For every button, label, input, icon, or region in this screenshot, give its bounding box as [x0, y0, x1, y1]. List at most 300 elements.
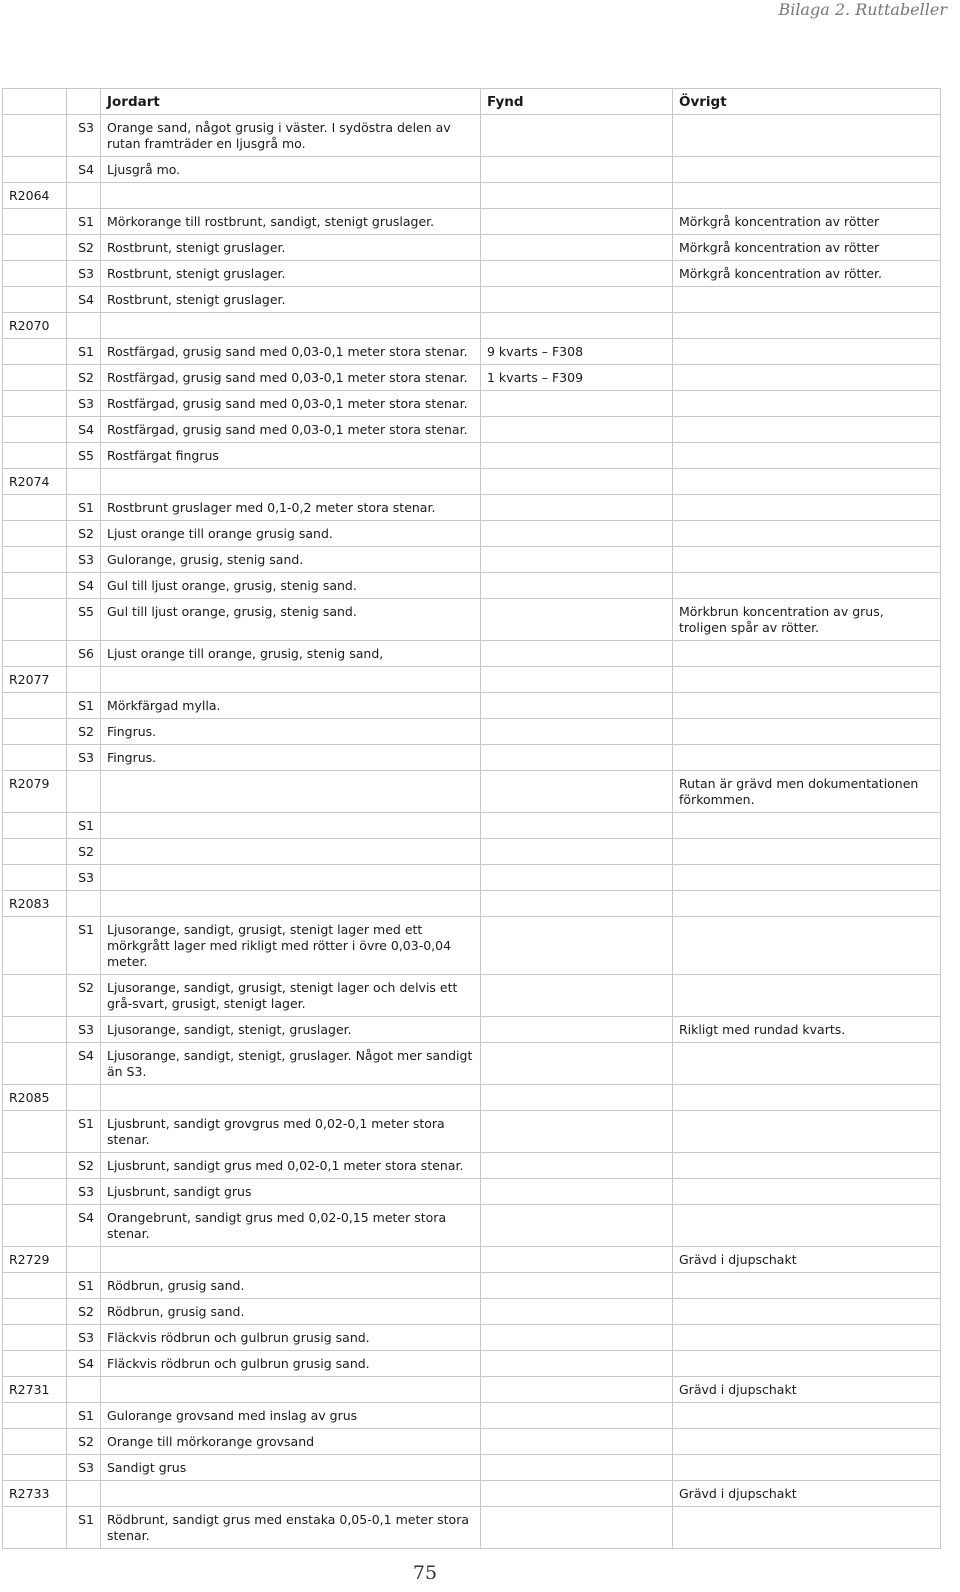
cell-soil: Rödbrunt, sandigt grus med enstaka 0,05-0,1 meter stora stenar.: [101, 1507, 481, 1549]
cell-find: [481, 1403, 673, 1429]
cell-other: [673, 1351, 941, 1377]
route-table: [2, 88, 941, 1549]
cell-find: [481, 391, 673, 417]
cell-soil: Rostfärgat fingrus: [101, 443, 481, 469]
cell-other: [673, 287, 941, 313]
cell-layer: S2: [67, 1299, 101, 1325]
cell-id: [3, 1429, 67, 1455]
cell-other: [673, 693, 941, 719]
cell-id: [3, 417, 67, 443]
table-row: [3, 157, 941, 183]
cell-layer: S3: [67, 547, 101, 573]
cell-soil: [101, 667, 481, 693]
cell-layer: [67, 1481, 101, 1507]
cell-soil: Ljusbrunt, sandigt grus: [101, 1179, 481, 1205]
cell-soil: Ljust orange till orange grusig sand.: [101, 521, 481, 547]
cell-id: [3, 547, 67, 573]
cell-soil: Rödbrun, grusig sand.: [101, 1299, 481, 1325]
table-row: [3, 891, 941, 917]
cell-id: [3, 521, 67, 547]
table-row: [3, 1153, 941, 1179]
cell-find: [481, 891, 673, 917]
cell-soil: [101, 891, 481, 917]
cell-find: [481, 745, 673, 771]
cell-id: [3, 573, 67, 599]
cell-soil: [101, 313, 481, 339]
header-cell-ovrigt: Övrigt: [673, 89, 941, 115]
cell-layer: S2: [67, 1429, 101, 1455]
cell-layer: S3: [67, 745, 101, 771]
cell-other: Rutan är grävd men dokumentationen förkommen.: [673, 771, 941, 813]
cell-soil: Rostbrunt, stenigt gruslager.: [101, 261, 481, 287]
cell-find: [481, 719, 673, 745]
cell-soil: [101, 1085, 481, 1111]
cell-other: [673, 443, 941, 469]
cell-soil: Sandigt grus: [101, 1455, 481, 1481]
cell-id: [3, 1455, 67, 1481]
table-row: [3, 719, 941, 745]
cell-id: [3, 1507, 67, 1549]
cell-other: [673, 417, 941, 443]
cell-layer: S3: [67, 1179, 101, 1205]
cell-soil: [101, 1247, 481, 1273]
cell-soil: Orangebrunt, sandigt grus med 0,02-0,15 meter stora stenar.: [101, 1205, 481, 1247]
cell-soil: Gul till ljust orange, grusig, stenig sand.: [101, 599, 481, 641]
cell-other: [673, 1043, 941, 1085]
cell-find: [481, 1043, 673, 1085]
table-row: [3, 1429, 941, 1455]
cell-soil: Rostfärgad, grusig sand med 0,03-0,1 meter stora stenar.: [101, 391, 481, 417]
table-row: [3, 745, 941, 771]
table-row: [3, 261, 941, 287]
cell-soil: Orange till mörkorange grovsand: [101, 1429, 481, 1455]
table-row: [3, 1507, 941, 1549]
cell-layer: S1: [67, 917, 101, 975]
cell-layer: S1: [67, 209, 101, 235]
cell-find: 9 kvarts – F308: [481, 339, 673, 365]
cell-id: [3, 209, 67, 235]
cell-other: [673, 975, 941, 1017]
table-row: [3, 287, 941, 313]
table-header: [3, 89, 941, 115]
cell-layer: [67, 1247, 101, 1273]
cell-find: [481, 1455, 673, 1481]
table-body: [3, 115, 941, 1549]
table-row: [3, 573, 941, 599]
cell-find: [481, 693, 673, 719]
cell-find: [481, 235, 673, 261]
cell-soil: Ljusbrunt, sandigt grus med 0,02-0,1 meter stora stenar.: [101, 1153, 481, 1179]
cell-layer: [67, 1085, 101, 1111]
cell-soil: [101, 469, 481, 495]
table-row: [3, 469, 941, 495]
cell-find: [481, 865, 673, 891]
cell-layer: S2: [67, 235, 101, 261]
cell-find: [481, 667, 673, 693]
cell-find: [481, 261, 673, 287]
table-row: [3, 365, 941, 391]
running-header: Bilaga 2. Ruttabeller: [778, 0, 947, 19]
cell-other: [673, 1179, 941, 1205]
cell-soil: Ljust orange till orange, grusig, stenig sand,: [101, 641, 481, 667]
cell-other: [673, 521, 941, 547]
table-row: [3, 1179, 941, 1205]
table-row: [3, 313, 941, 339]
cell-soil: Gulorange grovsand med inslag av grus: [101, 1403, 481, 1429]
header-cell-fynd: Fynd: [481, 89, 673, 115]
cell-layer: S3: [67, 865, 101, 891]
cell-other: [673, 547, 941, 573]
cell-soil: Ljusbrunt, sandigt grovgrus med 0,02-0,1 meter stora stenar.: [101, 1111, 481, 1153]
header-cell-id: [3, 89, 67, 115]
cell-layer: S2: [67, 719, 101, 745]
cell-find: [481, 1247, 673, 1273]
cell-find: [481, 313, 673, 339]
table-row: [3, 183, 941, 209]
cell-other: [673, 183, 941, 209]
cell-layer: S4: [67, 417, 101, 443]
cell-layer: S1: [67, 1273, 101, 1299]
cell-find: [481, 1017, 673, 1043]
table-row: [3, 495, 941, 521]
table-row: [3, 547, 941, 573]
cell-other: [673, 1403, 941, 1429]
cell-id: [3, 235, 67, 261]
cell-id: [3, 365, 67, 391]
cell-find: [481, 1273, 673, 1299]
cell-find: [481, 1481, 673, 1507]
cell-other: [673, 1429, 941, 1455]
cell-other: Mörkgrå koncentration av rötter: [673, 235, 941, 261]
cell-find: [481, 495, 673, 521]
cell-layer: S3: [67, 1017, 101, 1043]
table-row: [3, 1299, 941, 1325]
cell-other: Mörkgrå koncentration av rötter.: [673, 261, 941, 287]
table-row: [3, 1273, 941, 1299]
cell-find: [481, 1507, 673, 1549]
cell-id: R2083: [3, 891, 67, 917]
cell-other: [673, 917, 941, 975]
table-row: [3, 209, 941, 235]
cell-id: R2733: [3, 1481, 67, 1507]
cell-other: Grävd i djupschakt: [673, 1247, 941, 1273]
cell-other: [673, 115, 941, 157]
cell-layer: [67, 667, 101, 693]
table-row: [3, 1247, 941, 1273]
cell-layer: [67, 1377, 101, 1403]
table-row: [3, 1403, 941, 1429]
cell-id: [3, 443, 67, 469]
cell-id: [3, 813, 67, 839]
cell-soil: Mörkfärgad mylla.: [101, 693, 481, 719]
cell-layer: S2: [67, 521, 101, 547]
cell-layer: S4: [67, 287, 101, 313]
cell-soil: [101, 865, 481, 891]
cell-layer: S5: [67, 443, 101, 469]
cell-find: [481, 1179, 673, 1205]
cell-layer: [67, 771, 101, 813]
cell-find: [481, 1205, 673, 1247]
cell-layer: S3: [67, 391, 101, 417]
cell-layer: [67, 183, 101, 209]
cell-soil: Rostbrunt, stenigt gruslager.: [101, 235, 481, 261]
cell-id: [3, 1043, 67, 1085]
cell-layer: S4: [67, 573, 101, 599]
cell-soil: Rostfärgad, grusig sand med 0,03-0,1 meter stora stenar.: [101, 417, 481, 443]
cell-soil: Fläckvis rödbrun och gulbrun grusig sand.: [101, 1325, 481, 1351]
cell-layer: S3: [67, 261, 101, 287]
cell-find: [481, 115, 673, 157]
table-row: [3, 839, 941, 865]
cell-layer: S1: [67, 1111, 101, 1153]
cell-other: [673, 391, 941, 417]
table-row: [3, 667, 941, 693]
cell-other: [673, 1111, 941, 1153]
cell-layer: [67, 891, 101, 917]
cell-other: [673, 839, 941, 865]
cell-id: [3, 1179, 67, 1205]
cell-id: [3, 865, 67, 891]
cell-id: [3, 1111, 67, 1153]
cell-other: [673, 865, 941, 891]
cell-id: R2731: [3, 1377, 67, 1403]
table-row: [3, 1325, 941, 1351]
cell-other: [673, 339, 941, 365]
cell-other: [673, 157, 941, 183]
cell-soil: Gulorange, grusig, stenig sand.: [101, 547, 481, 573]
table-row: [3, 391, 941, 417]
cell-soil: Rostbrunt gruslager med 0,1-0,2 meter stora stenar.: [101, 495, 481, 521]
table-row: [3, 917, 941, 975]
cell-soil: [101, 1481, 481, 1507]
cell-layer: S1: [67, 495, 101, 521]
cell-id: [3, 1299, 67, 1325]
cell-find: [481, 1111, 673, 1153]
table-row: [3, 1205, 941, 1247]
table-row: [3, 521, 941, 547]
cell-other: [673, 1273, 941, 1299]
cell-find: [481, 209, 673, 235]
cell-find: [481, 1085, 673, 1111]
table-row: [3, 771, 941, 813]
cell-soil: Gul till ljust orange, grusig, stenig sand.: [101, 573, 481, 599]
cell-other: [673, 891, 941, 917]
cell-find: [481, 417, 673, 443]
cell-other: [673, 1507, 941, 1549]
cell-id: R2064: [3, 183, 67, 209]
cell-find: [481, 599, 673, 641]
table-row: [3, 641, 941, 667]
cell-soil: Fingrus.: [101, 745, 481, 771]
cell-find: [481, 443, 673, 469]
cell-id: [3, 745, 67, 771]
cell-layer: S1: [67, 339, 101, 365]
cell-id: [3, 599, 67, 641]
cell-find: [481, 573, 673, 599]
cell-layer: S3: [67, 115, 101, 157]
cell-id: R2077: [3, 667, 67, 693]
cell-soil: Ljusorange, sandigt, stenigt, gruslager.: [101, 1017, 481, 1043]
cell-other: [673, 1455, 941, 1481]
cell-find: [481, 839, 673, 865]
cell-layer: S4: [67, 157, 101, 183]
cell-find: [481, 813, 673, 839]
cell-other: Grävd i djupschakt: [673, 1481, 941, 1507]
table-row: [3, 1043, 941, 1085]
cell-soil: Rostfärgad, grusig sand med 0,03-0,1 meter stora stenar.: [101, 365, 481, 391]
cell-find: [481, 157, 673, 183]
cell-id: [3, 115, 67, 157]
table-row: [3, 115, 941, 157]
page-number: 75: [412, 1562, 438, 1584]
cell-other: [673, 313, 941, 339]
cell-soil: [101, 183, 481, 209]
cell-find: [481, 1325, 673, 1351]
cell-other: [673, 1205, 941, 1247]
cell-layer: S2: [67, 975, 101, 1017]
cell-id: [3, 261, 67, 287]
cell-soil: Ljusorange, sandigt, grusigt, stenigt lager med ett mörkgrått lager med rikligt med rötter i övre 0,03-0,04 meter.: [101, 917, 481, 975]
cell-layer: S2: [67, 839, 101, 865]
cell-id: [3, 839, 67, 865]
cell-id: [3, 975, 67, 1017]
cell-id: R2070: [3, 313, 67, 339]
cell-soil: Mörkorange till rostbrunt, sandigt, stenigt gruslager.: [101, 209, 481, 235]
cell-id: [3, 157, 67, 183]
table-row: [3, 1455, 941, 1481]
cell-soil: Ljusgrå mo.: [101, 157, 481, 183]
table-row: [3, 693, 941, 719]
header-cell-layer: [67, 89, 101, 115]
table-row: [3, 1481, 941, 1507]
cell-layer: [67, 313, 101, 339]
cell-find: [481, 1153, 673, 1179]
cell-soil: [101, 771, 481, 813]
cell-other: [673, 573, 941, 599]
cell-id: [3, 1017, 67, 1043]
table-row: [3, 1085, 941, 1111]
cell-layer: S1: [67, 1507, 101, 1549]
cell-layer: S1: [67, 813, 101, 839]
table-row: [3, 975, 941, 1017]
cell-id: [3, 641, 67, 667]
cell-find: 1 kvarts – F309: [481, 365, 673, 391]
cell-layer: S4: [67, 1351, 101, 1377]
cell-soil: Fläckvis rödbrun och gulbrun grusig sand.: [101, 1351, 481, 1377]
header-cell-jordart: Jordart: [101, 89, 481, 115]
table-row: [3, 1351, 941, 1377]
cell-soil: Rödbrun, grusig sand.: [101, 1273, 481, 1299]
table-row: [3, 865, 941, 891]
cell-find: [481, 183, 673, 209]
cell-id: R2729: [3, 1247, 67, 1273]
cell-soil: Rostbrunt, stenigt gruslager.: [101, 287, 481, 313]
cell-find: [481, 287, 673, 313]
cell-id: [3, 1403, 67, 1429]
cell-id: [3, 917, 67, 975]
cell-other: [673, 745, 941, 771]
cell-id: [3, 1273, 67, 1299]
cell-find: [481, 1351, 673, 1377]
cell-id: R2085: [3, 1085, 67, 1111]
cell-id: [3, 1205, 67, 1247]
cell-soil: [101, 813, 481, 839]
cell-soil: Orange sand, något grusig i väster. I sydöstra delen av rutan framträder en ljusgrå mo.: [101, 115, 481, 157]
cell-id: [3, 1325, 67, 1351]
cell-layer: S3: [67, 1325, 101, 1351]
cell-other: Grävd i djupschakt: [673, 1377, 941, 1403]
cell-id: R2079: [3, 771, 67, 813]
cell-find: [481, 469, 673, 495]
cell-id: [3, 339, 67, 365]
cell-other: Mörkgrå koncentration av rötter: [673, 209, 941, 235]
cell-other: Mörkbrun koncentration av grus, troligen spår av rötter.: [673, 599, 941, 641]
cell-find: [481, 771, 673, 813]
table-row: [3, 813, 941, 839]
cell-find: [481, 1429, 673, 1455]
cell-other: [673, 1153, 941, 1179]
table-row: [3, 1377, 941, 1403]
cell-id: [3, 391, 67, 417]
cell-other: [673, 719, 941, 745]
cell-id: [3, 1351, 67, 1377]
table-row: [3, 1111, 941, 1153]
cell-layer: S2: [67, 1153, 101, 1179]
cell-find: [481, 521, 673, 547]
cell-soil: Ljusorange, sandigt, stenigt, gruslager. Något mer sandigt än S3.: [101, 1043, 481, 1085]
table-row: [3, 235, 941, 261]
cell-layer: S4: [67, 1205, 101, 1247]
cell-find: [481, 641, 673, 667]
cell-other: [673, 1325, 941, 1351]
cell-find: [481, 975, 673, 1017]
table-row: [3, 339, 941, 365]
cell-id: [3, 1153, 67, 1179]
cell-id: R2074: [3, 469, 67, 495]
cell-layer: [67, 469, 101, 495]
cell-find: [481, 917, 673, 975]
cell-other: [673, 641, 941, 667]
cell-other: [673, 667, 941, 693]
cell-other: [673, 813, 941, 839]
cell-layer: S5: [67, 599, 101, 641]
table-row: [3, 417, 941, 443]
cell-layer: S6: [67, 641, 101, 667]
cell-soil: Ljusorange, sandigt, grusigt, stenigt lager och delvis ett grå-svart, grusigt, stenigt lager.: [101, 975, 481, 1017]
cell-id: [3, 719, 67, 745]
table-row: [3, 443, 941, 469]
cell-find: [481, 1377, 673, 1403]
cell-find: [481, 547, 673, 573]
cell-layer: S1: [67, 693, 101, 719]
cell-soil: [101, 839, 481, 865]
cell-other: [673, 1299, 941, 1325]
cell-other: [673, 495, 941, 521]
cell-soil: Rostfärgad, grusig sand med 0,03-0,1 meter stora stenar.: [101, 339, 481, 365]
cell-other: [673, 365, 941, 391]
header-row: [3, 89, 941, 115]
cell-layer: S2: [67, 365, 101, 391]
cell-id: [3, 693, 67, 719]
cell-id: [3, 287, 67, 313]
table-row: [3, 599, 941, 641]
cell-soil: Fingrus.: [101, 719, 481, 745]
cell-soil: [101, 1377, 481, 1403]
cell-id: [3, 495, 67, 521]
cell-layer: S1: [67, 1403, 101, 1429]
cell-layer: S4: [67, 1043, 101, 1085]
table-row: [3, 1017, 941, 1043]
